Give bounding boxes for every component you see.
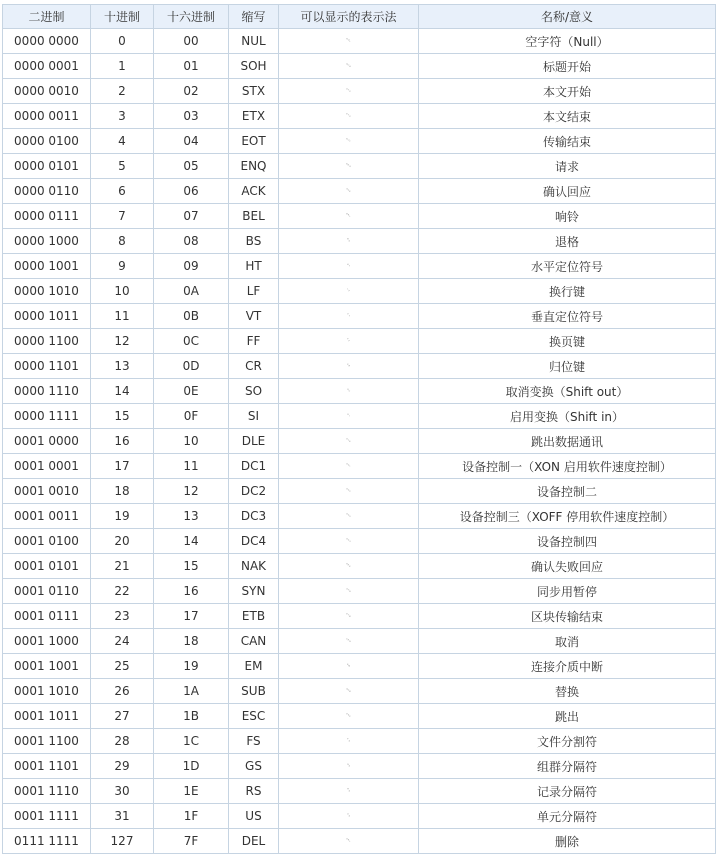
cell-control-picture: ␘ [279,629,419,654]
cell-control-picture: ␛ [279,704,419,729]
cell-decimal: 11 [91,304,154,329]
cell-decimal: 19 [91,504,154,529]
cell-control-picture: ␚ [279,679,419,704]
cell-binary: 0001 0110 [3,579,91,604]
cell-binary: 0001 1110 [3,779,91,804]
table-row [3,779,716,804]
cell-abbreviation: GS [229,754,279,779]
table-row [3,654,716,679]
cell-control-picture: ␔ [279,529,419,554]
cell-hex: 1E [154,779,229,804]
cell-name-meaning: 传输结束 [419,129,716,154]
cell-binary: 0000 1110 [3,379,91,404]
cell-control-picture: ␡ [279,829,419,854]
cell-hex: 01 [154,54,229,79]
cell-binary: 0001 1001 [3,654,91,679]
cell-decimal: 28 [91,729,154,754]
cell-decimal: 26 [91,679,154,704]
cell-decimal: 27 [91,704,154,729]
cell-hex: 11 [154,454,229,479]
table-row [3,254,716,279]
cell-abbreviation: ESC [229,704,279,729]
cell-abbreviation: SO [229,379,279,404]
cell-binary: 0000 0100 [3,129,91,154]
cell-name-meaning: 确认失败回应 [419,554,716,579]
cell-control-picture: ␐ [279,429,419,454]
table-row [3,429,716,454]
cell-binary: 0001 0011 [3,504,91,529]
table-row [3,204,716,229]
cell-control-picture: ␃ [279,104,419,129]
cell-abbreviation: BS [229,229,279,254]
cell-hex: 02 [154,79,229,104]
cell-name-meaning: 本文开始 [419,79,716,104]
table-row [3,829,716,854]
cell-abbreviation: VT [229,304,279,329]
cell-abbreviation: SUB [229,679,279,704]
table-row [3,754,716,779]
cell-name-meaning: 替换 [419,679,716,704]
cell-abbreviation: CR [229,354,279,379]
cell-abbreviation: ETX [229,104,279,129]
cell-abbreviation: SYN [229,579,279,604]
cell-control-picture: ␙ [279,654,419,679]
table-row [3,629,716,654]
cell-name-meaning: 归位键 [419,354,716,379]
cell-name-meaning: 设备控制二 [419,479,716,504]
cell-hex: 04 [154,129,229,154]
cell-name-meaning: 空字符（Null） [419,29,716,54]
table-row [3,579,716,604]
cell-hex: 0D [154,354,229,379]
cell-decimal: 5 [91,154,154,179]
cell-decimal: 13 [91,354,154,379]
cell-binary: 0001 1101 [3,754,91,779]
cell-binary: 0001 0000 [3,429,91,454]
cell-name-meaning: 取消 [419,629,716,654]
table-row [3,504,716,529]
table-row [3,704,716,729]
table-header-row [3,5,716,29]
cell-abbreviation: US [229,804,279,829]
cell-abbreviation: LF [229,279,279,304]
cell-name-meaning: 删除 [419,829,716,854]
cell-control-picture: ␁ [279,54,419,79]
table-row [3,79,716,104]
cell-control-picture: ␞ [279,779,419,804]
table-row [3,354,716,379]
table-row [3,54,716,79]
cell-binary: 0000 0011 [3,104,91,129]
cell-binary: 0001 1010 [3,679,91,704]
cell-abbreviation: BEL [229,204,279,229]
cell-control-picture: ␖ [279,579,419,604]
cell-hex: 0A [154,279,229,304]
cell-name-meaning: 换行键 [419,279,716,304]
cell-abbreviation: SI [229,404,279,429]
table-row [3,329,716,354]
cell-decimal: 25 [91,654,154,679]
cell-control-picture: ␄ [279,129,419,154]
cell-name-meaning: 启用变换（Shift in） [419,404,716,429]
cell-abbreviation: DEL [229,829,279,854]
cell-decimal: 2 [91,79,154,104]
table-row [3,554,716,579]
cell-abbreviation: ACK [229,179,279,204]
table-row [3,179,716,204]
cell-binary: 0001 0101 [3,554,91,579]
cell-name-meaning: 退格 [419,229,716,254]
cell-name-meaning: 水平定位符号 [419,254,716,279]
cell-binary: 0000 1000 [3,229,91,254]
cell-control-picture: ␂ [279,79,419,104]
cell-name-meaning: 确认回应 [419,179,716,204]
cell-control-picture: ␅ [279,154,419,179]
cell-control-picture: ␇ [279,204,419,229]
cell-control-picture: ␑ [279,454,419,479]
cell-binary: 0001 1100 [3,729,91,754]
cell-binary: 0000 1101 [3,354,91,379]
cell-abbreviation: NAK [229,554,279,579]
cell-name-meaning: 文件分割符 [419,729,716,754]
cell-binary: 0000 0000 [3,29,91,54]
cell-abbreviation: ENQ [229,154,279,179]
cell-decimal: 21 [91,554,154,579]
table-row [3,379,716,404]
cell-abbreviation: DC4 [229,529,279,554]
cell-control-picture: ␊ [279,279,419,304]
cell-name-meaning: 区块传输结束 [419,604,716,629]
cell-abbreviation: NUL [229,29,279,54]
cell-binary: 0000 0010 [3,79,91,104]
cell-hex: 1F [154,804,229,829]
cell-control-picture: ␌ [279,329,419,354]
cell-name-meaning: 标题开始 [419,54,716,79]
cell-binary: 0000 0110 [3,179,91,204]
cell-decimal: 4 [91,129,154,154]
cell-hex: 17 [154,604,229,629]
cell-decimal: 127 [91,829,154,854]
cell-binary: 0001 1111 [3,804,91,829]
cell-name-meaning: 跳出 [419,704,716,729]
cell-name-meaning: 跳出数据通讯 [419,429,716,454]
cell-name-meaning: 同步用暂停 [419,579,716,604]
cell-abbreviation: DLE [229,429,279,454]
cell-control-picture: ␉ [279,254,419,279]
table-row [3,279,716,304]
cell-hex: 0B [154,304,229,329]
cell-abbreviation: SOH [229,54,279,79]
cell-decimal: 20 [91,529,154,554]
cell-decimal: 23 [91,604,154,629]
cell-hex: 08 [154,229,229,254]
cell-control-picture: ␈ [279,229,419,254]
cell-name-meaning: 垂直定位符号 [419,304,716,329]
table-row [3,129,716,154]
table-row [3,479,716,504]
ascii-control-table [2,4,716,854]
cell-decimal: 9 [91,254,154,279]
cell-decimal: 8 [91,229,154,254]
cell-hex: 19 [154,654,229,679]
cell-hex: 18 [154,629,229,654]
table-row [3,154,716,179]
cell-control-picture: ␜ [279,729,419,754]
cell-name-meaning: 设备控制一（XON 启用软件速度控制） [419,454,716,479]
cell-binary: 0000 0001 [3,54,91,79]
cell-hex: 1B [154,704,229,729]
table-row [3,304,716,329]
table-body [3,29,716,854]
cell-name-meaning: 记录分隔符 [419,779,716,804]
cell-decimal: 7 [91,204,154,229]
cell-hex: 05 [154,154,229,179]
cell-binary: 0000 1100 [3,329,91,354]
cell-control-picture: ␆ [279,179,419,204]
cell-hex: 03 [154,104,229,129]
cell-binary: 0000 1011 [3,304,91,329]
cell-control-picture: ␒ [279,479,419,504]
table-row [3,804,716,829]
cell-abbreviation: FF [229,329,279,354]
cell-binary: 0001 0001 [3,454,91,479]
table-row [3,229,716,254]
cell-decimal: 15 [91,404,154,429]
cell-hex: 12 [154,479,229,504]
cell-decimal: 31 [91,804,154,829]
cell-hex: 1C [154,729,229,754]
cell-binary: 0000 1010 [3,279,91,304]
cell-binary: 0001 0100 [3,529,91,554]
cell-hex: 09 [154,254,229,279]
cell-decimal: 12 [91,329,154,354]
cell-binary: 0111 1111 [3,829,91,854]
cell-name-meaning: 组群分隔符 [419,754,716,779]
cell-control-picture: ␗ [279,604,419,629]
cell-name-meaning: 请求 [419,154,716,179]
cell-name-meaning: 响铃 [419,204,716,229]
cell-control-picture: ␕ [279,554,419,579]
cell-binary: 0000 0101 [3,154,91,179]
cell-abbreviation: HT [229,254,279,279]
cell-decimal: 22 [91,579,154,604]
cell-decimal: 14 [91,379,154,404]
cell-abbreviation: EM [229,654,279,679]
cell-decimal: 30 [91,779,154,804]
cell-hex: 1D [154,754,229,779]
cell-binary: 0000 0111 [3,204,91,229]
header-binary: 二进制 [3,5,91,29]
header-decimal: 十进制 [91,5,154,29]
cell-control-picture: ␎ [279,379,419,404]
cell-decimal: 3 [91,104,154,129]
cell-control-picture: ␝ [279,754,419,779]
cell-abbreviation: CAN [229,629,279,654]
cell-abbreviation: DC1 [229,454,279,479]
cell-hex: 0E [154,379,229,404]
cell-binary: 0001 1011 [3,704,91,729]
cell-binary: 0000 1001 [3,254,91,279]
cell-name-meaning: 设备控制三（XOFF 停用软件速度控制） [419,504,716,529]
cell-decimal: 6 [91,179,154,204]
cell-name-meaning: 连接介质中断 [419,654,716,679]
table-row [3,679,716,704]
cell-decimal: 0 [91,29,154,54]
cell-hex: 06 [154,179,229,204]
cell-hex: 16 [154,579,229,604]
cell-decimal: 29 [91,754,154,779]
cell-name-meaning: 设备控制四 [419,529,716,554]
cell-control-picture: ␀ [279,29,419,54]
cell-decimal: 16 [91,429,154,454]
cell-control-picture: ␓ [279,504,419,529]
cell-hex: 15 [154,554,229,579]
cell-decimal: 17 [91,454,154,479]
cell-decimal: 18 [91,479,154,504]
cell-abbreviation: FS [229,729,279,754]
cell-hex: 7F [154,829,229,854]
header-display-symbol: 可以显示的表示法 [279,5,419,29]
table-row [3,529,716,554]
cell-hex: 14 [154,529,229,554]
cell-control-picture: ␏ [279,404,419,429]
cell-abbreviation: DC2 [229,479,279,504]
cell-name-meaning: 本文结束 [419,104,716,129]
cell-binary: 0001 0010 [3,479,91,504]
table-row [3,604,716,629]
cell-abbreviation: DC3 [229,504,279,529]
cell-hex: 00 [154,29,229,54]
cell-hex: 0F [154,404,229,429]
cell-control-picture: ␟ [279,804,419,829]
header-hex: 十六进制 [154,5,229,29]
cell-hex: 0C [154,329,229,354]
cell-control-picture: ␋ [279,304,419,329]
cell-abbreviation: RS [229,779,279,804]
cell-decimal: 10 [91,279,154,304]
cell-abbreviation: ETB [229,604,279,629]
cell-hex: 13 [154,504,229,529]
cell-binary: 0000 1111 [3,404,91,429]
cell-hex: 1A [154,679,229,704]
cell-abbreviation: STX [229,79,279,104]
header-name-meaning: 名称/意义 [419,5,716,29]
table-row [3,729,716,754]
cell-abbreviation: EOT [229,129,279,154]
cell-name-meaning: 换页键 [419,329,716,354]
cell-control-picture: ␍ [279,354,419,379]
table-row [3,104,716,129]
table-row [3,404,716,429]
table-row [3,454,716,479]
table-row [3,29,716,54]
cell-binary: 0001 1000 [3,629,91,654]
cell-name-meaning: 取消变换（Shift out） [419,379,716,404]
cell-binary: 0001 0111 [3,604,91,629]
cell-decimal: 24 [91,629,154,654]
cell-hex: 07 [154,204,229,229]
cell-name-meaning: 单元分隔符 [419,804,716,829]
cell-hex: 10 [154,429,229,454]
header-abbreviation: 缩写 [229,5,279,29]
cell-decimal: 1 [91,54,154,79]
